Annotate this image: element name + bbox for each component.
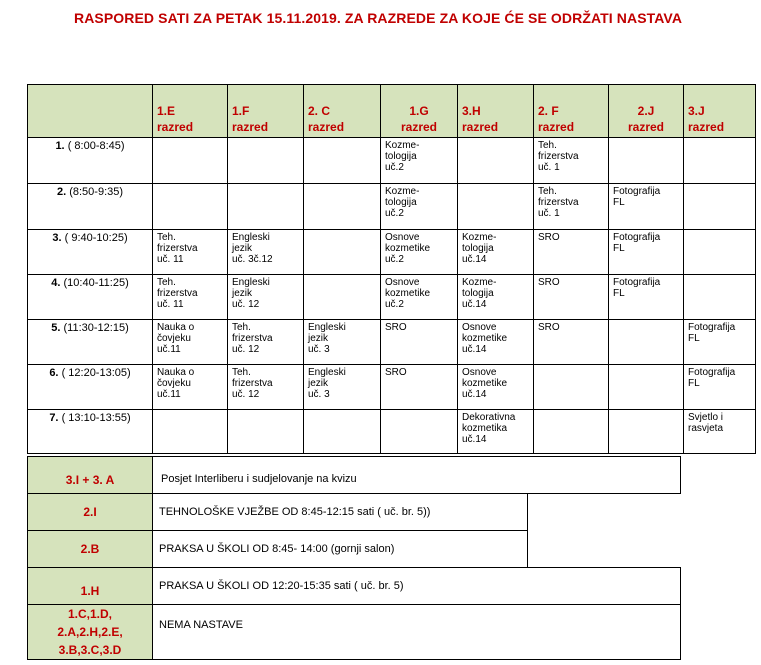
empty-cell — [528, 531, 681, 568]
period-time: ( 9:40-10:25) — [64, 232, 128, 244]
schedule-cell: Engleski jezik uč. 12 — [228, 275, 304, 320]
header-class — [381, 85, 458, 138]
schedule-cell — [228, 138, 304, 184]
period-row — [28, 410, 756, 454]
schedule-cell — [381, 410, 458, 454]
period-time: (10:40-11:25) — [63, 277, 129, 289]
schedule-cell — [684, 230, 756, 275]
period-number: 2. — [56, 186, 67, 198]
header-class — [304, 85, 381, 138]
period-label — [28, 230, 153, 275]
schedule-cell: SRO — [534, 230, 609, 275]
note-row — [28, 568, 681, 605]
schedule-cell — [228, 184, 304, 230]
class-sub: razred — [462, 120, 499, 134]
note-text: PRAKSA U ŠKOLI OD 8:45- 14:00 (gornji salon) — [153, 531, 528, 568]
header-class — [534, 85, 609, 138]
schedule-cell — [609, 365, 684, 410]
schedule-cell — [534, 365, 609, 410]
header-class — [228, 85, 304, 138]
header-class — [609, 85, 684, 138]
header-row — [28, 85, 756, 138]
period-number: 4. — [51, 277, 61, 289]
period-time: (11:30-12:15) — [63, 322, 129, 334]
note-label: 3.I + 3. A — [28, 457, 153, 494]
schedule-cell — [153, 184, 228, 230]
schedule-cell: Engleski jezik uč. 3 — [304, 365, 381, 410]
schedule-cell: Teh. frizerstva uč. 1 — [534, 184, 609, 230]
note-row — [28, 605, 681, 660]
class-name: 3.J — [688, 104, 705, 118]
schedule-cell — [458, 184, 534, 230]
schedule-cell: SRO — [381, 365, 458, 410]
schedule-cell: Osnove kozmetike uč.14 — [458, 365, 534, 410]
schedule-cell: Kozme- tologija uč.14 — [458, 230, 534, 275]
schedule-cell — [609, 410, 684, 454]
schedule-cell: Teh. frizerstva uč. 12 — [228, 320, 304, 365]
period-label — [28, 275, 153, 320]
period-number: 5. — [51, 322, 61, 334]
period-label — [28, 184, 153, 230]
period-number: 3. — [52, 232, 62, 244]
schedule-cell: SRO — [534, 275, 609, 320]
period-row — [28, 138, 756, 184]
schedule-cell — [609, 320, 684, 365]
schedule-cell: Teh. frizerstva uč. 11 — [153, 230, 228, 275]
schedule-cell: Fotografija FL — [609, 275, 684, 320]
schedule-cell: Fotografija FL — [609, 184, 684, 230]
schedule-cell — [304, 230, 381, 275]
page-title: RASPORED SATI ZA PETAK 15.11.2019. ZA RAZREDE ZA KOJE ĆE SE ODRŽATI NASTAVA — [74, 10, 683, 26]
note-label: 2.B — [28, 531, 153, 568]
period-number: 7. — [49, 412, 59, 424]
note-text: Posjet Interliberu i sudjelovanje na kvizu — [153, 457, 681, 494]
schedule-cell: Kozme- tologija uč.2 — [381, 184, 458, 230]
schedule-cell — [534, 410, 609, 454]
header-class — [458, 85, 534, 138]
schedule-cell: Teh. frizerstva uč. 12 — [228, 365, 304, 410]
class-sub: razred — [688, 120, 725, 134]
class-name: 3.H — [462, 104, 481, 118]
class-name: 1.G — [409, 104, 429, 118]
schedule-cell: Nauka o čovjeku uč.11 — [153, 365, 228, 410]
schedule-cell: Kozme- tologija uč.2 — [381, 138, 458, 184]
schedule-cell — [304, 275, 381, 320]
note-label: 1.C,1.D, 2.A,2.H,2.E, 3.B,3.C,3.D — [28, 605, 153, 660]
period-row — [28, 275, 756, 320]
schedule-cell: Engleski jezik uč. 3č.12 — [228, 230, 304, 275]
note-label: 2.I — [28, 494, 153, 531]
schedule-cell: Kozme- tologija uč.14 — [458, 275, 534, 320]
period-row — [28, 230, 756, 275]
note-text: TEHNOLOŠKE VJEŽBE OD 8:45-12:15 sati ( uč. br. 5)) — [153, 494, 528, 531]
note-row — [28, 457, 681, 494]
schedule-cell: SRO — [534, 320, 609, 365]
class-sub: razred — [232, 120, 269, 134]
schedule-cell: Osnove kozmetike uč.14 — [458, 320, 534, 365]
class-name: 2.J — [637, 104, 655, 118]
class-sub: razred — [627, 120, 665, 134]
period-time: (8:50-9:35) — [69, 186, 124, 198]
class-name: 1.F — [232, 104, 250, 118]
note-text: PRAKSA U ŠKOLI OD 12:20-15:35 sati ( uč. br. 5) — [153, 568, 681, 605]
schedule-cell: Fotografija FL — [684, 320, 756, 365]
schedule-cell: Nauka o čovjeku uč.11 — [153, 320, 228, 365]
schedule-cell — [684, 275, 756, 320]
empty-cell — [528, 494, 681, 531]
schedule-cell — [684, 184, 756, 230]
schedule-cell: Engleski jezik uč. 3 — [304, 320, 381, 365]
period-label — [28, 410, 153, 454]
period-time: ( 12:20-13:05) — [61, 367, 131, 379]
note-label: 1.H — [28, 568, 153, 605]
schedule-cell: Teh. frizerstva uč. 1 — [534, 138, 609, 184]
header-corner — [28, 85, 153, 138]
class-sub: razred — [400, 120, 438, 134]
schedule-cell: SRO — [381, 320, 458, 365]
period-label — [28, 365, 153, 410]
header-class — [153, 85, 228, 138]
period-row — [28, 320, 756, 365]
class-sub: razred — [538, 120, 575, 134]
period-label — [28, 138, 153, 184]
class-name: 1.E — [157, 104, 176, 118]
class-name: 2. C — [308, 104, 331, 118]
notes-table — [27, 456, 681, 660]
period-number: 6. — [49, 367, 59, 379]
schedule-cell — [304, 184, 381, 230]
schedule-cell: Teh. frizerstva uč. 11 — [153, 275, 228, 320]
schedule-cell — [153, 410, 228, 454]
period-row — [28, 184, 756, 230]
period-number: 1. — [55, 140, 65, 152]
class-sub: razred — [157, 120, 194, 134]
schedule-cell — [153, 138, 228, 184]
schedule-cell — [684, 138, 756, 184]
schedule-cell — [228, 410, 304, 454]
schedule-cell: Svjetlo i rasvjeta — [684, 410, 756, 454]
schedule-cell: Fotografija FL — [609, 230, 684, 275]
schedule-cell — [609, 138, 684, 184]
period-row — [28, 365, 756, 410]
note-row — [28, 531, 681, 568]
schedule-table — [27, 84, 756, 454]
note-text: NEMA NASTAVE — [153, 605, 681, 660]
schedule-cell — [304, 138, 381, 184]
header-class — [684, 85, 756, 138]
schedule-cell — [458, 138, 534, 184]
class-sub: razred — [308, 120, 345, 134]
schedule-cell — [304, 410, 381, 454]
class-name: 2. F — [538, 104, 559, 118]
period-time: ( 8:00-8:45) — [67, 140, 125, 152]
schedule-cell: Dekorativna kozmetika uč.14 — [458, 410, 534, 454]
period-label — [28, 320, 153, 365]
note-row — [28, 494, 681, 531]
schedule-cell: Fotografija FL — [684, 365, 756, 410]
period-time: ( 13:10-13:55) — [61, 412, 131, 424]
schedule-cell: Osnove kozmetike uč.2 — [381, 275, 458, 320]
schedule-cell: Osnove kozmetike uč.2 — [381, 230, 458, 275]
